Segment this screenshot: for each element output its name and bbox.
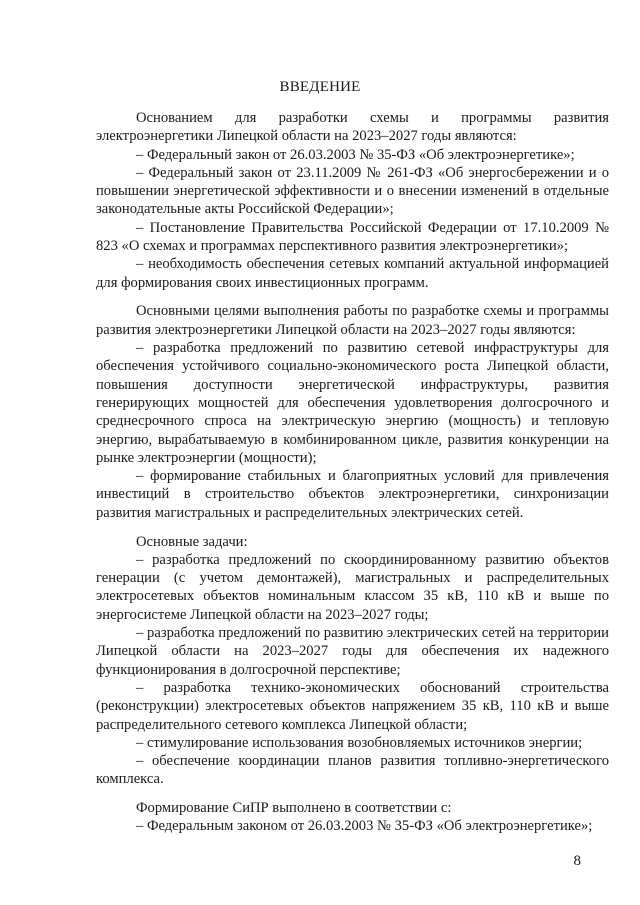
list-item: – формирование стабильных и благоприятных условий для привлечения инвестиций в строительство объектов электроэнергетики, синхронизации развития магистральных и распределительных электрических сетей.: [96, 468, 609, 521]
document-body: [96, 109, 609, 836]
list-item: – обеспечение координации планов развития топливно-энергетического комплекса.: [96, 753, 609, 788]
list-item: – Федеральным законом от 26.03.2003 № 35-ФЗ «Об электроэнергетике»;: [136, 818, 593, 835]
list-item: – разработка предложений по скоординированному развитию объектов генерации (с учетом демонтажей), магистральных и распределительных электросетевых объектов номинальным классом 35 кВ, 110 кВ и выше по энергосистеме Липецкой области на 2023–2027 годы;: [96, 551, 609, 623]
paragraph: Основанием для разработки схемы и программы развития электроэнергетики Липецкой области на 2023–2027 годы являются:: [96, 110, 609, 145]
section-title: ВВЕДЕНИЕ: [279, 79, 361, 95]
paragraph: Основные задачи:: [136, 533, 248, 550]
list-item: – стимулирование использования возобновляемых источников энергии;: [136, 734, 583, 751]
list-item: – Постановление Правительства Российской Федерации от 17.10.2009 № 823 «О схемах и программах перспективного развития электроэнергетики»;: [96, 219, 609, 255]
paragraph: Основными целями выполнения работы по разработке схемы и программы развития электроэнергетики Липецкой области на 2023–2027 годы являются:: [96, 303, 609, 338]
list-item: – Федеральный закон от 23.11.2009 № 261-ФЗ «Об энергосбережении и о повышении энергетической эффективности и о внесении изменений в отдельные законодательные акты Российской Федерации»;: [96, 164, 609, 218]
list-item: – необходимость обеспечения сетевых компаний актуальной информацией для формирования своих инвестиционных программ.: [96, 256, 609, 291]
page-number: 8: [573, 853, 581, 869]
list-item: – разработка технико-экономических обоснований строительства (реконструкции) электросетевых объектов напряжением 35 кВ, 110 кВ и выше распределительного сетевого комплекса Липецкой области;: [96, 679, 609, 733]
list-item: – разработка предложений по развитию электрических сетей на территории Липецкой области на 2023–2027 годы для обеспечения их надежного функционирования в долгосрочной перспективе;: [96, 625, 609, 678]
list-item: – Федеральный закон от 26.03.2003 № 35-ФЗ «Об электроэнергетике»;: [136, 146, 575, 163]
paragraph: Формирование СиПР выполнено в соответствии с:: [136, 800, 452, 817]
list-item: – разработка предложений по развитию сетевой инфраструктуры для обеспечения устойчивого социально-экономического роста Липецкой области, повышения доступности энергетической инфраструктуры, развития генерирующих мощностей для обеспечения удовлетворения долгосрочного и среднесрочного спроса на электрическую энергию (мощность) и тепловую энергию, вырабатываемую в комбинированном цикле, развития конкуренции на рынке электроэнергии (мощности);: [96, 340, 609, 466]
